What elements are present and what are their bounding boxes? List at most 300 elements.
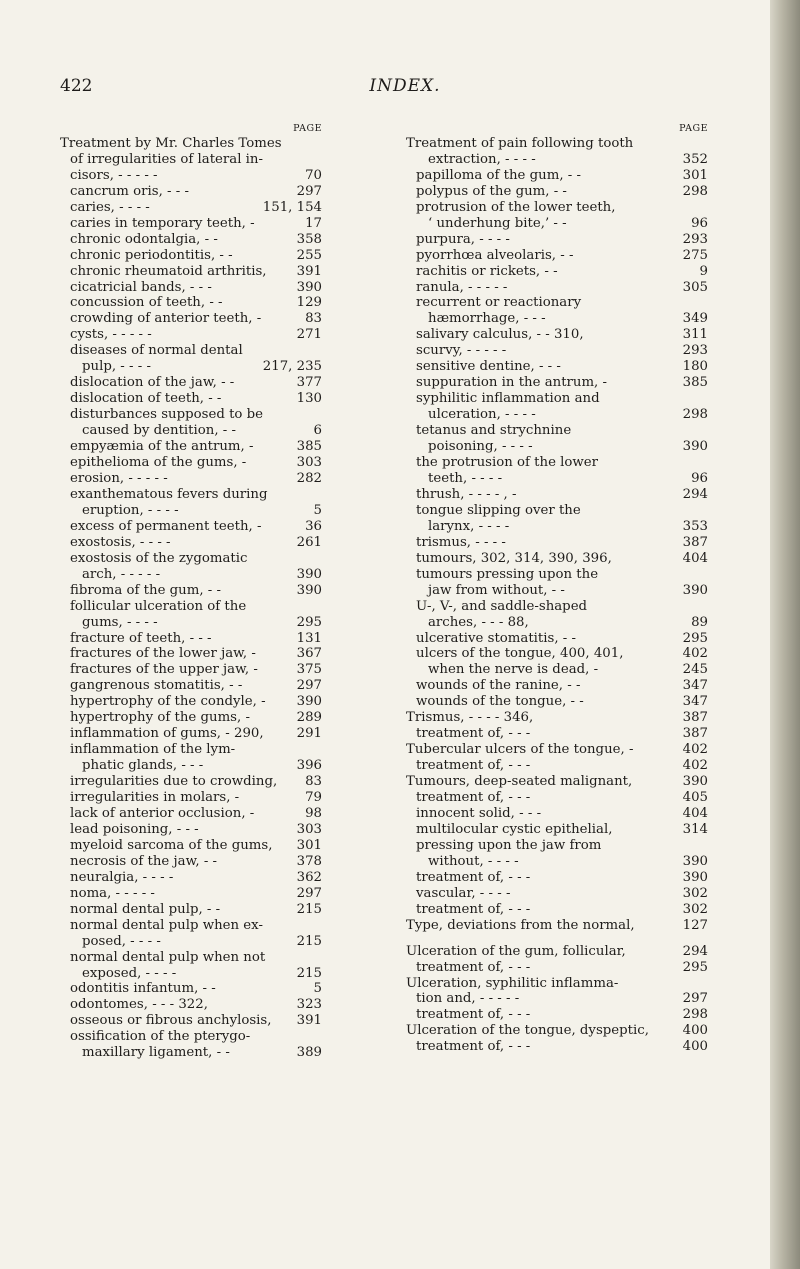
index-entry xyxy=(60,774,322,790)
index-entry-page: 255 xyxy=(296,247,322,263)
index-entry-text: odontomes, - - - 322, xyxy=(70,997,208,1013)
index-entry-text: exposed, - - - - xyxy=(82,965,177,981)
index-entry-page: 362 xyxy=(296,869,322,885)
index-entry xyxy=(406,960,708,976)
index-entry-text: scurvy, - - - - - xyxy=(416,343,507,359)
index-entry-text: eruption, - - - - xyxy=(82,502,179,518)
index-entry-text: Tumours, deep-seated malignant, xyxy=(406,774,633,790)
index-entry-text: tumours pressing upon the xyxy=(416,566,599,582)
index-entry-text: treatment of, - - - xyxy=(416,758,531,774)
index-entry-page: 402 xyxy=(682,742,708,758)
index-entry xyxy=(406,662,708,678)
index-entry xyxy=(406,646,708,662)
index-spacer xyxy=(406,934,708,944)
index-entry xyxy=(406,311,708,327)
index-entry-text: odontitis infantum, - - xyxy=(70,981,216,997)
index-entry-text: tetanus and strychnine xyxy=(416,423,572,439)
index-entry-text: trismus, - - - - xyxy=(416,534,506,550)
index-entry-page: 301 xyxy=(296,837,322,853)
index-entry xyxy=(60,918,322,934)
index-entry xyxy=(60,519,322,535)
index-entry-page: 289 xyxy=(296,710,322,726)
index-entry-page: 352 xyxy=(682,151,708,167)
index-entry xyxy=(60,359,322,375)
index-entry xyxy=(406,599,708,615)
index-entry-text: necrosis of the jaw, - - xyxy=(70,853,218,869)
index-entry-text: normal dental pulp, - - xyxy=(70,901,221,917)
index-entry-text: excess of permanent teeth, - xyxy=(70,518,262,534)
index-entry-text: normal dental pulp when not xyxy=(70,949,266,965)
index-entry xyxy=(60,487,322,503)
index-entry-text: neuralgia, - - - - xyxy=(70,869,174,885)
index-entry xyxy=(60,551,322,567)
index-entry xyxy=(60,822,322,838)
index-entry-page: 378 xyxy=(296,853,322,869)
index-entry-text: treatment of, - - - xyxy=(416,901,531,917)
index-entry-text: caries in temporary teeth, - xyxy=(70,215,255,231)
index-entry-text: thrush, - - - - , - xyxy=(416,486,517,502)
index-entry-text: gangrenous stomatitis, - - xyxy=(70,678,243,694)
index-entry xyxy=(60,710,322,726)
index-entry xyxy=(406,631,708,647)
index-entry-page: 98 xyxy=(305,805,322,821)
index-entry-text: arch, - - - - - xyxy=(82,566,161,582)
index-entry-page: 387 xyxy=(682,710,708,726)
index-entry-text: sensitive dentine, - - - xyxy=(416,359,561,375)
index-entry-text: ‘ underhung bite,’ - - xyxy=(428,215,567,231)
index-column-right xyxy=(406,120,708,1055)
index-entry-page: 390 xyxy=(682,774,708,790)
index-entry xyxy=(406,455,708,471)
index-entry-text: irregularities due to crowding, xyxy=(70,774,278,790)
index-entry xyxy=(406,726,708,742)
index-entry-page: 347 xyxy=(682,694,708,710)
index-entry-text: follicular ulceration of the xyxy=(70,598,247,614)
index-entry-text: ossification of the pterygo- xyxy=(70,1029,251,1045)
index-entry xyxy=(406,1023,708,1039)
index-entry-page: 70 xyxy=(305,167,322,183)
index-entry xyxy=(60,1013,322,1029)
index-entry-text: treatment of, - - - xyxy=(416,869,531,885)
index-entry-text: extraction, - - - - xyxy=(428,151,536,167)
index-entry xyxy=(406,232,708,248)
page-column-header: PAGE xyxy=(293,123,322,134)
index-entry-page: 275 xyxy=(682,247,708,263)
index-entry-text: pressing upon the jaw from xyxy=(416,837,602,853)
index-entry xyxy=(60,439,322,455)
index-entry xyxy=(406,280,708,296)
index-entry xyxy=(406,790,708,806)
index-entry-page: 297 xyxy=(682,991,708,1007)
index-entry xyxy=(406,519,708,535)
index-entry-text: ulceration, - - - - xyxy=(428,407,536,423)
index-entry xyxy=(60,870,322,886)
index-entry-page: 215 xyxy=(296,901,322,917)
index-entry xyxy=(60,902,322,918)
index-entry xyxy=(60,375,322,391)
index-entry-text: of irregularities of lateral in- xyxy=(70,151,263,167)
index-entry-page: 391 xyxy=(296,263,322,279)
index-entry-page: 5 xyxy=(313,502,322,518)
index-entry xyxy=(60,1029,322,1045)
index-entry-page: 377 xyxy=(296,375,322,391)
index-entry xyxy=(60,790,322,806)
index-entry xyxy=(406,944,708,960)
index-entry xyxy=(406,870,708,886)
index-entry xyxy=(60,838,322,854)
index-entry xyxy=(406,375,708,391)
index-entry-text: Type, deviations from the normal, xyxy=(406,917,635,933)
index-entry-text: rachitis or rickets, - - xyxy=(416,263,558,279)
index-entry xyxy=(406,806,708,822)
index-entry-page: 353 xyxy=(682,518,708,534)
index-entry xyxy=(60,966,322,982)
index-entry-text: when the nerve is dead, - xyxy=(428,662,599,678)
index-entry-text: exostosis, - - - - xyxy=(70,534,171,550)
index-entry-text: osseous or fibrous anchylosis, xyxy=(70,1013,272,1029)
index-entry-page: 396 xyxy=(296,758,322,774)
index-entry xyxy=(60,391,322,407)
index-entry-page: 151, 154 xyxy=(262,199,322,215)
index-entry-page: 282 xyxy=(296,470,322,486)
index-entry xyxy=(60,423,322,439)
index-entry xyxy=(60,248,322,264)
index-entry xyxy=(406,503,708,519)
index-entry-page: 83 xyxy=(305,311,322,327)
index-entry xyxy=(406,152,708,168)
index-entry xyxy=(406,295,708,311)
index-entry xyxy=(406,678,708,694)
index-entry-page: 390 xyxy=(296,582,322,598)
index-entry-text: exostosis of the zygomatic xyxy=(70,550,248,566)
index-entry-text: the protrusion of the lower xyxy=(416,455,599,471)
page-edge xyxy=(770,0,800,1269)
index-entry-page: 390 xyxy=(682,582,708,598)
index-entry-page: 215 xyxy=(296,933,322,949)
index-entry-page: 217, 235 xyxy=(262,359,322,375)
index-entry xyxy=(406,976,708,992)
index-entry-text: gums, - - - - xyxy=(82,614,158,630)
index-entry-page: 180 xyxy=(682,359,708,375)
index-entry-text: recurrent or reactionary xyxy=(416,295,582,311)
index-entry xyxy=(60,216,322,232)
index-entry xyxy=(406,439,708,455)
index-entry xyxy=(60,311,322,327)
index-entry xyxy=(60,934,322,950)
index-entry-text: erosion, - - - - - xyxy=(70,470,168,486)
index-entry-page: 294 xyxy=(682,943,708,959)
index-entry xyxy=(406,1039,708,1055)
index-entry xyxy=(60,200,322,216)
index-column-left xyxy=(60,120,322,1061)
index-entry-text: innocent solid, - - - xyxy=(416,805,542,821)
index-entry xyxy=(60,232,322,248)
index-entry xyxy=(406,184,708,200)
index-entry-text: treatment of, - - - xyxy=(416,959,531,975)
index-entry-text: chronic rheumatoid arthritis, xyxy=(70,263,267,279)
index-entry-page: 402 xyxy=(682,758,708,774)
index-entry-page: 293 xyxy=(682,343,708,359)
index-entry xyxy=(60,981,322,997)
index-entry xyxy=(60,407,322,423)
index-entry-text: disturbances supposed to be xyxy=(70,407,264,423)
index-entry-page: 323 xyxy=(296,997,322,1013)
index-entry-text: salivary calculus, - - 310, xyxy=(416,327,584,343)
index-entry-text: dislocation of the jaw, - - xyxy=(70,375,235,391)
index-entry-text: Ulceration of the gum, follicular, xyxy=(406,943,626,959)
index-entry xyxy=(60,599,322,615)
index-entry-page: 314 xyxy=(682,821,708,837)
index-entry-page: 402 xyxy=(682,646,708,662)
index-entry-page: 5 xyxy=(313,981,322,997)
index-entry-page: 291 xyxy=(296,726,322,742)
index-entry-text: treatment of, - - - xyxy=(416,726,531,742)
index-entry xyxy=(406,694,708,710)
index-entry-text: noma, - - - - - xyxy=(70,885,155,901)
index-entry xyxy=(406,886,708,902)
index-entry-page: 358 xyxy=(296,231,322,247)
index-entry-page: 387 xyxy=(682,534,708,550)
running-title: INDEX. xyxy=(369,76,441,96)
index-entry-text: concussion of teeth, - - xyxy=(70,295,223,311)
index-entry xyxy=(60,168,322,184)
index-entry-page: 305 xyxy=(682,279,708,295)
index-entry-page: 298 xyxy=(682,183,708,199)
index-entry-page: 96 xyxy=(691,470,708,486)
index-entry-text: normal dental pulp when ex- xyxy=(70,917,263,933)
index-entry xyxy=(406,774,708,790)
index-entry-page: 293 xyxy=(682,231,708,247)
index-entry xyxy=(60,503,322,519)
page-column-header: PAGE xyxy=(679,123,708,134)
index-entry-text: ulcers of the tongue, 400, 401, xyxy=(416,646,624,662)
index-entry xyxy=(60,152,322,168)
index-entry-page: 127 xyxy=(682,917,708,933)
index-entry-page: 294 xyxy=(682,486,708,502)
index-entry-text: fracture of teeth, - - - xyxy=(70,630,212,646)
index-entry-text: U-, V-, and saddle-shaped xyxy=(416,598,588,614)
index-entry-text: syphilitic inflammation and xyxy=(416,391,600,407)
index-entry xyxy=(406,854,708,870)
index-entry-text: diseases of normal dental xyxy=(70,343,243,359)
index-entry xyxy=(60,742,322,758)
index-entry-text: poisoning, - - - - xyxy=(428,439,533,455)
index-entry-text: treatment of, - - - xyxy=(416,790,531,806)
index-entry-page: 83 xyxy=(305,774,322,790)
index-entry-page: 404 xyxy=(682,805,708,821)
index-entry-text: cisors, - - - - - xyxy=(70,167,158,183)
index-entry-page: 17 xyxy=(305,215,322,231)
index-entry-text: vascular, - - - - xyxy=(416,885,511,901)
index-entry-text: tion and, - - - - - xyxy=(416,991,520,1007)
index-entry-page: 347 xyxy=(682,678,708,694)
index-entry xyxy=(60,854,322,870)
index-entry xyxy=(60,997,322,1013)
index-entry xyxy=(406,742,708,758)
index-entry-page: 390 xyxy=(296,279,322,295)
index-entry-page: 89 xyxy=(691,614,708,630)
index-entry-text: epithelioma of the gums, - xyxy=(70,455,247,471)
index-entry-text: crowding of anterior teeth, - xyxy=(70,311,262,327)
index-entry-page: 271 xyxy=(296,327,322,343)
index-entry xyxy=(60,136,322,152)
index-entry-text: treatment of, - - - xyxy=(416,1039,531,1055)
index-entry-page: 215 xyxy=(296,965,322,981)
index-entry xyxy=(406,407,708,423)
index-entry xyxy=(406,136,708,152)
index-entry-text: irregularities in molars, - xyxy=(70,790,240,806)
index-entry xyxy=(60,726,322,742)
index-entry xyxy=(406,710,708,726)
index-entry-text: cicatricial bands, - - - xyxy=(70,279,212,295)
index-entry-text: Ulceration of the tongue, dyspeptic, xyxy=(406,1023,649,1039)
index-entry-text: cysts, - - - - - xyxy=(70,327,152,343)
index-entry-page: 298 xyxy=(682,407,708,423)
index-entry-page: 297 xyxy=(296,885,322,901)
index-entry xyxy=(406,991,708,1007)
index-entry-text: Ulceration, syphilitic inflamma- xyxy=(406,975,619,991)
index-entry xyxy=(60,1045,322,1061)
index-entry xyxy=(406,838,708,854)
index-entry-text: lead poisoning, - - - xyxy=(70,821,199,837)
index-entry-text: exanthematous fevers during xyxy=(70,486,268,502)
index-entry xyxy=(406,918,708,934)
index-entry-page: 303 xyxy=(296,455,322,471)
index-entry-text: arches, - - - 88, xyxy=(428,614,529,630)
index-entry-page: 400 xyxy=(682,1023,708,1039)
index-entry xyxy=(406,343,708,359)
index-entry-text: caused by dentition, - - xyxy=(82,423,236,439)
index-entry-text: hypertrophy of the gums, - xyxy=(70,710,250,726)
index-entry-page: 79 xyxy=(305,790,322,806)
index-entry-text: without, - - - - xyxy=(428,853,519,869)
index-entry xyxy=(406,583,708,599)
index-entry-page: 404 xyxy=(682,550,708,566)
index-entry-page: 349 xyxy=(682,311,708,327)
index-entry-page: 298 xyxy=(682,1007,708,1023)
index-entry xyxy=(60,694,322,710)
index-entry xyxy=(60,471,322,487)
index-entry-page: 405 xyxy=(682,790,708,806)
index-entry-page: 390 xyxy=(682,869,708,885)
index-entry-text: empyæmia of the antrum, - xyxy=(70,439,254,455)
index-entry-text: Treatment by Mr. Charles Tomes xyxy=(60,135,282,151)
index-entry xyxy=(60,615,322,631)
index-entry-text: fractures of the upper jaw, - xyxy=(70,662,258,678)
index-entry xyxy=(60,184,322,200)
index-entry xyxy=(406,471,708,487)
index-entry-text: ranula, - - - - - xyxy=(416,279,508,295)
index-entry xyxy=(60,455,322,471)
index-entry-page: 297 xyxy=(296,678,322,694)
index-entry-page: 385 xyxy=(296,439,322,455)
index-entry xyxy=(60,583,322,599)
index-entry xyxy=(406,264,708,280)
index-entry-text: myeloid sarcoma of the gums, xyxy=(70,837,273,853)
index-entry xyxy=(406,822,708,838)
index-entry-text: hæmorrhage, - - - xyxy=(428,311,546,327)
index-entry-page: 385 xyxy=(682,375,708,391)
index-entry xyxy=(60,886,322,902)
index-entry-text: tongue slipping over the xyxy=(416,502,581,518)
index-entry-text: phatic glands, - - - xyxy=(82,758,204,774)
index-entry xyxy=(406,248,708,264)
index-entry-text: tumours, 302, 314, 390, 396, xyxy=(416,550,612,566)
index-entry-text: inflammation of gums, - 290, xyxy=(70,726,264,742)
index-entry xyxy=(406,200,708,216)
index-entry-page: 387 xyxy=(682,726,708,742)
index-entry xyxy=(406,216,708,232)
index-entry-page: 96 xyxy=(691,215,708,231)
index-entry-page: 390 xyxy=(296,694,322,710)
index-entry-page: 36 xyxy=(305,518,322,534)
index-entry xyxy=(60,343,322,359)
index-entry-text: larynx, - - - - xyxy=(428,518,510,534)
index-entry xyxy=(406,551,708,567)
index-entry-page: 295 xyxy=(296,614,322,630)
page-header xyxy=(60,76,750,100)
index-entry xyxy=(60,758,322,774)
index-entry-page: 6 xyxy=(313,423,322,439)
index-entry-text: fractures of the lower jaw, - xyxy=(70,646,256,662)
index-entry-text: posed, - - - - xyxy=(82,933,161,949)
index-entry-page: 391 xyxy=(296,1013,322,1029)
index-entry-text: chronic periodontitis, - - xyxy=(70,247,233,263)
index-entry-page: 9 xyxy=(699,263,708,279)
index-entry-page: 301 xyxy=(682,167,708,183)
index-entry-text: dislocation of teeth, - - xyxy=(70,391,222,407)
index-entry xyxy=(60,631,322,647)
index-entry xyxy=(60,295,322,311)
index-entry xyxy=(60,567,322,583)
index-entry-page: 303 xyxy=(296,821,322,837)
index-entry xyxy=(406,391,708,407)
index-entry xyxy=(406,535,708,551)
index-entry xyxy=(60,678,322,694)
index-entry-text: chronic odontalgia, - - xyxy=(70,231,218,247)
index-entry-text: suppuration in the antrum, - xyxy=(416,375,608,391)
index-entry-page: 390 xyxy=(296,566,322,582)
index-entry xyxy=(406,168,708,184)
index-entry-text: Tubercular ulcers of the tongue, - xyxy=(406,742,634,758)
index-entry-text: papilloma of the gum, - - xyxy=(416,167,581,183)
index-entry-text: polypus of the gum, - - xyxy=(416,183,567,199)
index-entry xyxy=(60,950,322,966)
index-entry-text: hypertrophy of the condyle, - xyxy=(70,694,266,710)
index-entry xyxy=(406,1007,708,1023)
index-entry-text: Treatment of pain following tooth xyxy=(406,135,634,151)
index-entry-text: pulp, - - - - xyxy=(82,359,151,375)
index-entry-text: cancrum oris, - - - xyxy=(70,183,189,199)
index-entry-page: 375 xyxy=(296,662,322,678)
index-entry-page: 130 xyxy=(296,391,322,407)
index-entry-text: wounds of the ranine, - - xyxy=(416,678,581,694)
index-entry-page: 311 xyxy=(682,327,708,343)
page-number: 422 xyxy=(60,76,93,96)
index-entry xyxy=(406,327,708,343)
index-entry-text: maxillary ligament, - - xyxy=(82,1045,230,1061)
index-entry-text: protrusion of the lower teeth, xyxy=(416,199,616,215)
index-entry-text: fibroma of the gum, - - xyxy=(70,582,222,598)
index-entry-page: 245 xyxy=(682,662,708,678)
index-entry-text: pyorrhœa alveolaris, - - xyxy=(416,247,574,263)
index-entry-page: 295 xyxy=(682,630,708,646)
index-entry xyxy=(60,280,322,296)
index-entry-text: jaw from without, - - xyxy=(428,582,565,598)
index-entry-page: 131 xyxy=(296,630,322,646)
index-entry-page: 367 xyxy=(296,646,322,662)
index-entry-text: inflammation of the lym- xyxy=(70,742,236,758)
